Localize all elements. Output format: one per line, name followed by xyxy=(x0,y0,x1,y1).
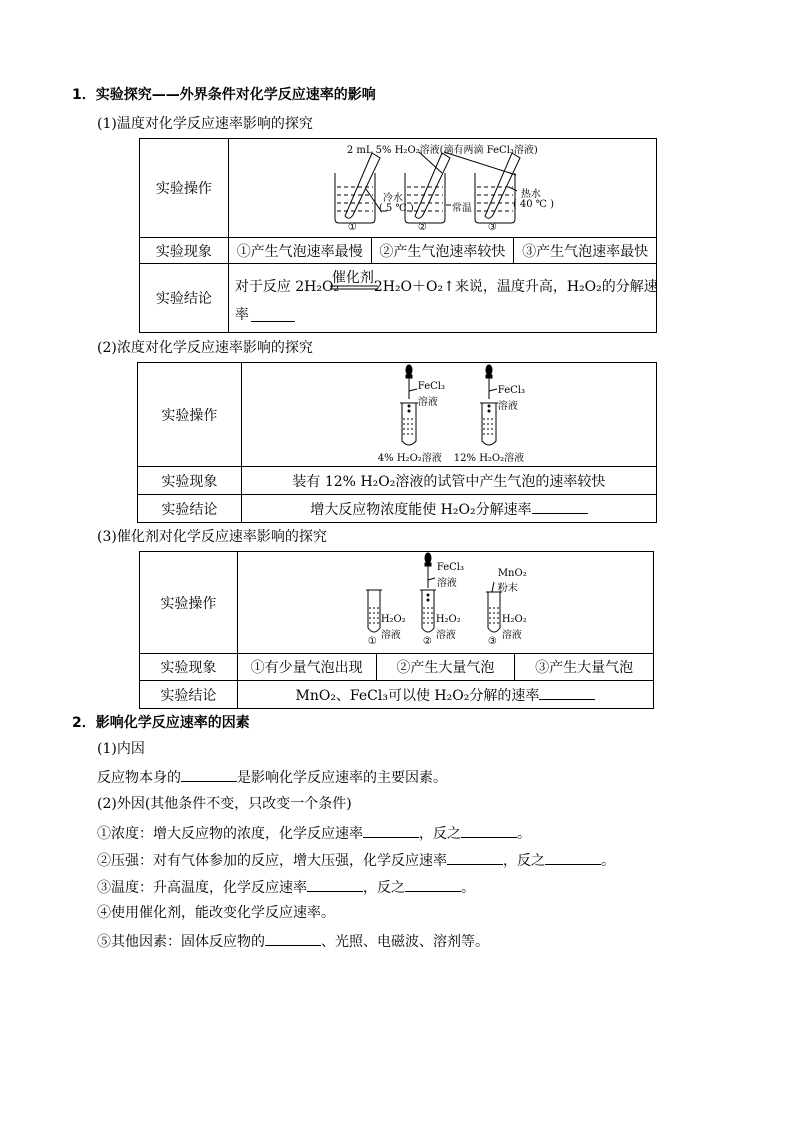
internal-line xyxy=(97,767,447,787)
cat-heading: (3)催化剂对化学反应速率影响的探究 xyxy=(97,529,327,545)
temp-fig-room: 常温 xyxy=(451,203,472,214)
internal-line-b: 是影响化学反应速率的主要因素。 xyxy=(237,770,447,786)
conc-factor-a: ①浓度：增大反应物的浓度，化学反应速率 xyxy=(97,826,363,842)
conc-factor-line xyxy=(97,823,531,843)
temp-phenomenon-2: ②产生气泡速率较快 xyxy=(371,238,514,264)
temp-factor-blank-2[interactable] xyxy=(405,877,461,892)
temp-fig-hot-temp: ( 40 ℃ ) xyxy=(512,199,555,210)
pressure-factor-b: ，反之 xyxy=(503,853,545,869)
temp-label-operation: 实验操作 xyxy=(140,139,229,238)
cat-figure-cell xyxy=(237,552,653,654)
temp-phenomenon-3: ③产生气泡速率最快 xyxy=(514,238,657,264)
temp-conclusion-prefix: 对于反应 2H₂O₂ xyxy=(234,279,340,295)
temp-phenomenon-1: ①产生气泡速率最慢 xyxy=(228,238,371,264)
conc-fig-fecl3-1: FeCl₃ xyxy=(417,381,445,392)
pressure-factor-a: ②压强：对有气体参加的反应，增大压强，化学反应速率 xyxy=(97,853,447,869)
pressure-factor-c: 。 xyxy=(601,853,615,869)
cat-label-phenomenon: 实验现象 xyxy=(140,654,238,681)
temp-fig-cold: 冷水 xyxy=(382,193,403,204)
cat-fig-powder: 粉末 xyxy=(497,583,518,594)
temp-fig-num-3: ③ xyxy=(487,222,497,233)
catalyst-factor-line: ④使用催化剂，能改变化学反应速率。 xyxy=(97,905,335,921)
temp-label-phenomenon: 实验现象 xyxy=(140,238,229,264)
cat-fig-fecl3-solution: 溶液 xyxy=(436,578,457,589)
conc-tubes-figure xyxy=(242,363,658,466)
conc-fig-tube2-label: 12% H₂O₂溶液 xyxy=(453,453,525,464)
conc-fig-solution-1: 溶液 xyxy=(417,397,438,408)
external-heading: (2)外因(其他条件不变，只改变一个条件) xyxy=(97,796,352,812)
catalyst-label: 催化剂 xyxy=(331,270,374,286)
section2-title: 2．影响化学反应速率的因素 xyxy=(72,715,250,731)
temp-fig-cold-temp: ( 5 ℃ ) xyxy=(378,203,414,214)
section1-title: 1．实验探究——外界条件对化学反应速率的影响 xyxy=(72,87,376,103)
other-factor-a: ⑤其他因素：固体反应物的 xyxy=(97,934,265,950)
conc-fig-tube1-label: 4% H₂O₂溶液 xyxy=(377,453,442,464)
temp-factor-blank-1[interactable] xyxy=(307,877,363,892)
internal-blank[interactable] xyxy=(181,767,237,782)
temp-factor-c: 。 xyxy=(461,880,475,896)
conc-conclusion-blank[interactable] xyxy=(532,499,588,514)
cat-fig-num-3: ③ xyxy=(487,636,497,647)
cat-fig-mno2: MnO₂ xyxy=(497,568,527,579)
pressure-factor-line xyxy=(97,850,615,870)
temp-factor-line xyxy=(97,877,475,897)
conc-table xyxy=(137,362,657,523)
conc-factor-b: ，反之 xyxy=(419,826,461,842)
conc-factor-c: 。 xyxy=(517,826,531,842)
pressure-factor-blank-2[interactable] xyxy=(545,850,601,865)
cat-fig-solution-1: 溶液 xyxy=(380,630,401,641)
cat-fig-num-2: ② xyxy=(422,636,432,647)
conc-factor-blank-1[interactable] xyxy=(363,823,419,838)
temp-label-conclusion: 实验结论 xyxy=(140,264,229,333)
conc-fig-fecl3-2: FeCl₃ xyxy=(497,385,525,396)
other-factor-blank[interactable] xyxy=(265,931,321,946)
temp-beakers-figure xyxy=(229,139,657,237)
cat-table xyxy=(139,551,654,709)
temp-fig-num-1: ① xyxy=(347,222,357,233)
conc-label-conclusion: 实验结论 xyxy=(138,495,242,523)
cat-label-operation: 实验操作 xyxy=(140,552,238,654)
cat-fig-h2o2-1: H₂O₂ xyxy=(380,614,406,625)
cat-phenomenon-1: ①有少量气泡出现 xyxy=(237,654,376,681)
internal-heading: (1)内因 xyxy=(97,741,145,757)
cat-conclusion-blank[interactable] xyxy=(539,685,595,700)
temp-conclusion-line2: 率 xyxy=(234,307,249,323)
conc-label-phenomenon: 实验现象 xyxy=(138,467,242,495)
conc-label-operation: 实验操作 xyxy=(138,363,242,467)
cat-fig-h2o2-2: H₂O₂ xyxy=(435,614,461,625)
temp-table xyxy=(139,138,657,333)
temp-fig-num-2: ② xyxy=(417,222,427,233)
cat-conclusion: MnO₂、FeCl₃可以使 H₂O₂分解的速率 xyxy=(295,687,540,704)
cat-fig-num-1: ① xyxy=(367,636,377,647)
cat-fig-solution-2: 溶液 xyxy=(435,630,456,641)
conc-conclusion: 增大反应物浓度能使 H₂O₂分解速率 xyxy=(310,501,532,518)
catalyst-arrow-equals xyxy=(330,285,378,291)
conc-conclusion-cell xyxy=(241,495,656,523)
temp-factor-b: ，反之 xyxy=(363,880,405,896)
other-factor-b: 、光照、电磁波、溶剂等。 xyxy=(321,934,489,950)
cat-fig-fecl3: FeCl₃ xyxy=(436,562,464,573)
temp-heading: (1)温度对化学反应速率影响的探究 xyxy=(97,116,313,132)
cat-fig-h2o2-3: H₂O₂ xyxy=(501,614,527,625)
temp-fig-hot: 热水 xyxy=(520,189,541,200)
cat-label-conclusion: 实验结论 xyxy=(140,681,238,709)
temp-figure-cell xyxy=(228,139,656,238)
cat-phenomenon-2: ②产生大量气泡 xyxy=(376,654,515,681)
conc-factor-blank-2[interactable] xyxy=(461,823,517,838)
temp-conclusion-cell xyxy=(228,264,656,333)
other-factor-line xyxy=(97,931,489,951)
temp-factor-a: ③温度：升高温度，化学反应速率 xyxy=(97,880,307,896)
cat-phenomenon-3: ③产生大量气泡 xyxy=(515,654,654,681)
temp-conclusion-mid: 2H₂O＋O₂↑来说，温度升高，H₂O₂的分解速 xyxy=(373,279,658,295)
conc-figure-cell xyxy=(241,363,656,467)
conc-heading: (2)浓度对化学反应速率影响的探究 xyxy=(97,340,313,356)
conc-phenomenon: 装有 12% H₂O₂溶液的试管中产生气泡的速率较快 xyxy=(241,467,656,495)
temp-conclusion-blank[interactable] xyxy=(251,307,295,322)
internal-line-a: 反应物本身的 xyxy=(97,770,181,786)
conc-fig-solution-2: 溶液 xyxy=(497,401,518,412)
cat-fig-solution-3: 溶液 xyxy=(501,630,522,641)
cat-conclusion-cell xyxy=(237,681,653,709)
temp-fig-top-label: 2 mL 5% H₂O₂溶液(滴有两滴 FeCl₃溶液) xyxy=(346,145,538,156)
pressure-factor-blank-1[interactable] xyxy=(447,850,503,865)
